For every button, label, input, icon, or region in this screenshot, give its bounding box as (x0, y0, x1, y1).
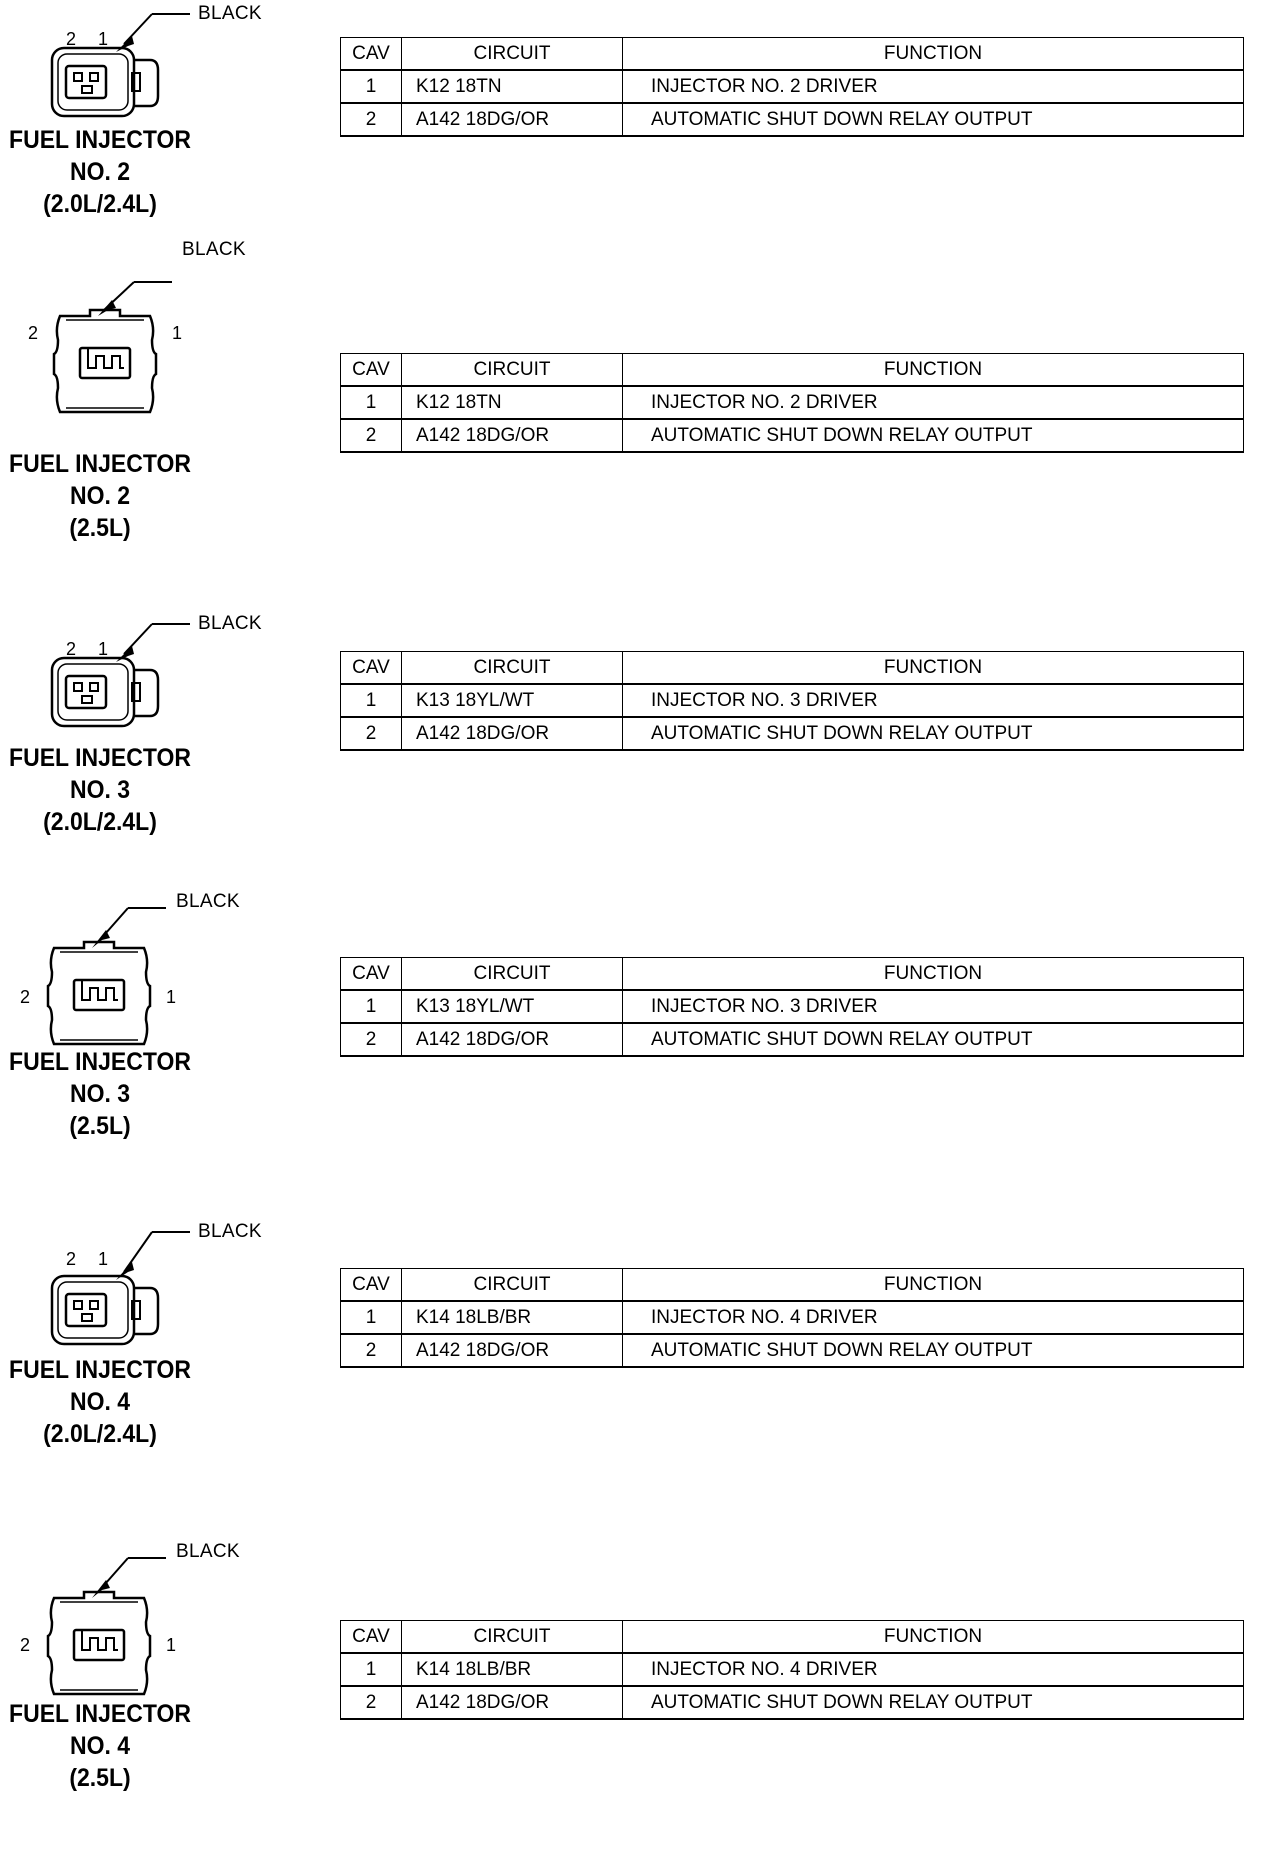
connector-title: FUEL INJECTOR NO. 4 (2.0L/2.4L) (9, 1356, 191, 1448)
arrow-icon (92, 930, 110, 948)
table-header-row: CAV CIRCUIT FUNCTION (341, 652, 1244, 685)
table-header-row: CAV CIRCUIT FUNCTION (341, 1621, 1244, 1654)
connector-color-label: BLACK (176, 891, 240, 912)
table-row: 2 A142 18DG/OR AUTOMATIC SHUT DOWN RELAY OUTPUT (341, 1334, 1244, 1367)
connector-title: FUEL INJECTOR NO. 3 (2.5L) (9, 1048, 191, 1140)
connector-block-injector-4-20-24 (0, 1218, 1264, 1518)
pinout-table (340, 1620, 1244, 1720)
connector-color-label: BLACK (198, 1221, 262, 1242)
pinout-table (340, 651, 1244, 751)
table-row: 1 K13 18YL/WT INJECTOR NO. 3 DRIVER (341, 990, 1244, 1023)
table-row: 2 A142 18DG/OR AUTOMATIC SHUT DOWN RELAY OUTPUT (341, 717, 1244, 750)
table-row: 2 A142 18DG/OR AUTOMATIC SHUT DOWN RELAY OUTPUT (341, 1686, 1244, 1719)
connector-color-label: BLACK (182, 239, 246, 260)
connector-title: FUEL INJECTOR NO. 2 (2.0L/2.4L) (9, 126, 191, 218)
pinout-table (340, 37, 1244, 137)
arrow-icon (92, 1580, 110, 1598)
connector-title: FUEL INJECTOR NO. 2 (2.5L) (9, 450, 191, 542)
connector-title: FUEL INJECTOR NO. 4 (2.5L) (9, 1700, 191, 1792)
pin-1-label: 1 (98, 29, 109, 49)
connector-color-label: BLACK (198, 3, 262, 24)
pin-2-label: 2 (20, 1635, 31, 1655)
table-header-row: CAV CIRCUIT FUNCTION (341, 958, 1244, 991)
pin-1-label: 1 (166, 1635, 177, 1655)
connector-color-label: BLACK (176, 1541, 240, 1562)
pinout-table (340, 957, 1244, 1057)
connector-block-injector-3-20-24 (0, 610, 1264, 910)
pin-2-label: 2 (20, 987, 31, 1007)
table-header-row: CAV CIRCUIT FUNCTION (341, 354, 1244, 387)
pinout-table (340, 353, 1244, 453)
connector-color-label: BLACK (198, 613, 262, 634)
table-row: 2 A142 18DG/OR AUTOMATIC SHUT DOWN RELAY OUTPUT (341, 103, 1244, 136)
pin-2-label: 2 (66, 1249, 77, 1269)
connector-block-injector-3-25 (0, 891, 1264, 1200)
table-row: 2 A142 18DG/OR AUTOMATIC SHUT DOWN RELAY OUTPUT (341, 1023, 1244, 1056)
table-header-row: CAV CIRCUIT FUNCTION (341, 38, 1244, 71)
table-header-row: CAV CIRCUIT FUNCTION (341, 1269, 1244, 1302)
pin-1-label: 1 (98, 639, 109, 659)
pin-2-label: 2 (66, 29, 77, 49)
pin-1-label: 1 (98, 1249, 109, 1269)
pin-2-label: 2 (28, 323, 39, 343)
pin-1-label: 1 (166, 987, 177, 1007)
table-row: 1 K13 18YL/WT INJECTOR NO. 3 DRIVER (341, 684, 1244, 717)
connector-title: FUEL INJECTOR NO. 3 (2.0L/2.4L) (9, 744, 191, 836)
table-row: 1 K14 18LB/BR INJECTOR NO. 4 DRIVER (341, 1653, 1244, 1686)
pin-2-label: 2 (66, 639, 77, 659)
connector-block-injector-2-25 (0, 239, 1264, 576)
connector-block-injector-4-25 (0, 1541, 1264, 1850)
table-row: 1 K14 18LB/BR INJECTOR NO. 4 DRIVER (341, 1301, 1244, 1334)
pin-1-label: 1 (172, 323, 183, 343)
table-row: 1 K12 18TN INJECTOR NO. 2 DRIVER (341, 70, 1244, 103)
pinout-table (340, 1268, 1244, 1368)
table-row: 2 A142 18DG/OR AUTOMATIC SHUT DOWN RELAY OUTPUT (341, 419, 1244, 452)
table-row: 1 K12 18TN INJECTOR NO. 2 DRIVER (341, 386, 1244, 419)
